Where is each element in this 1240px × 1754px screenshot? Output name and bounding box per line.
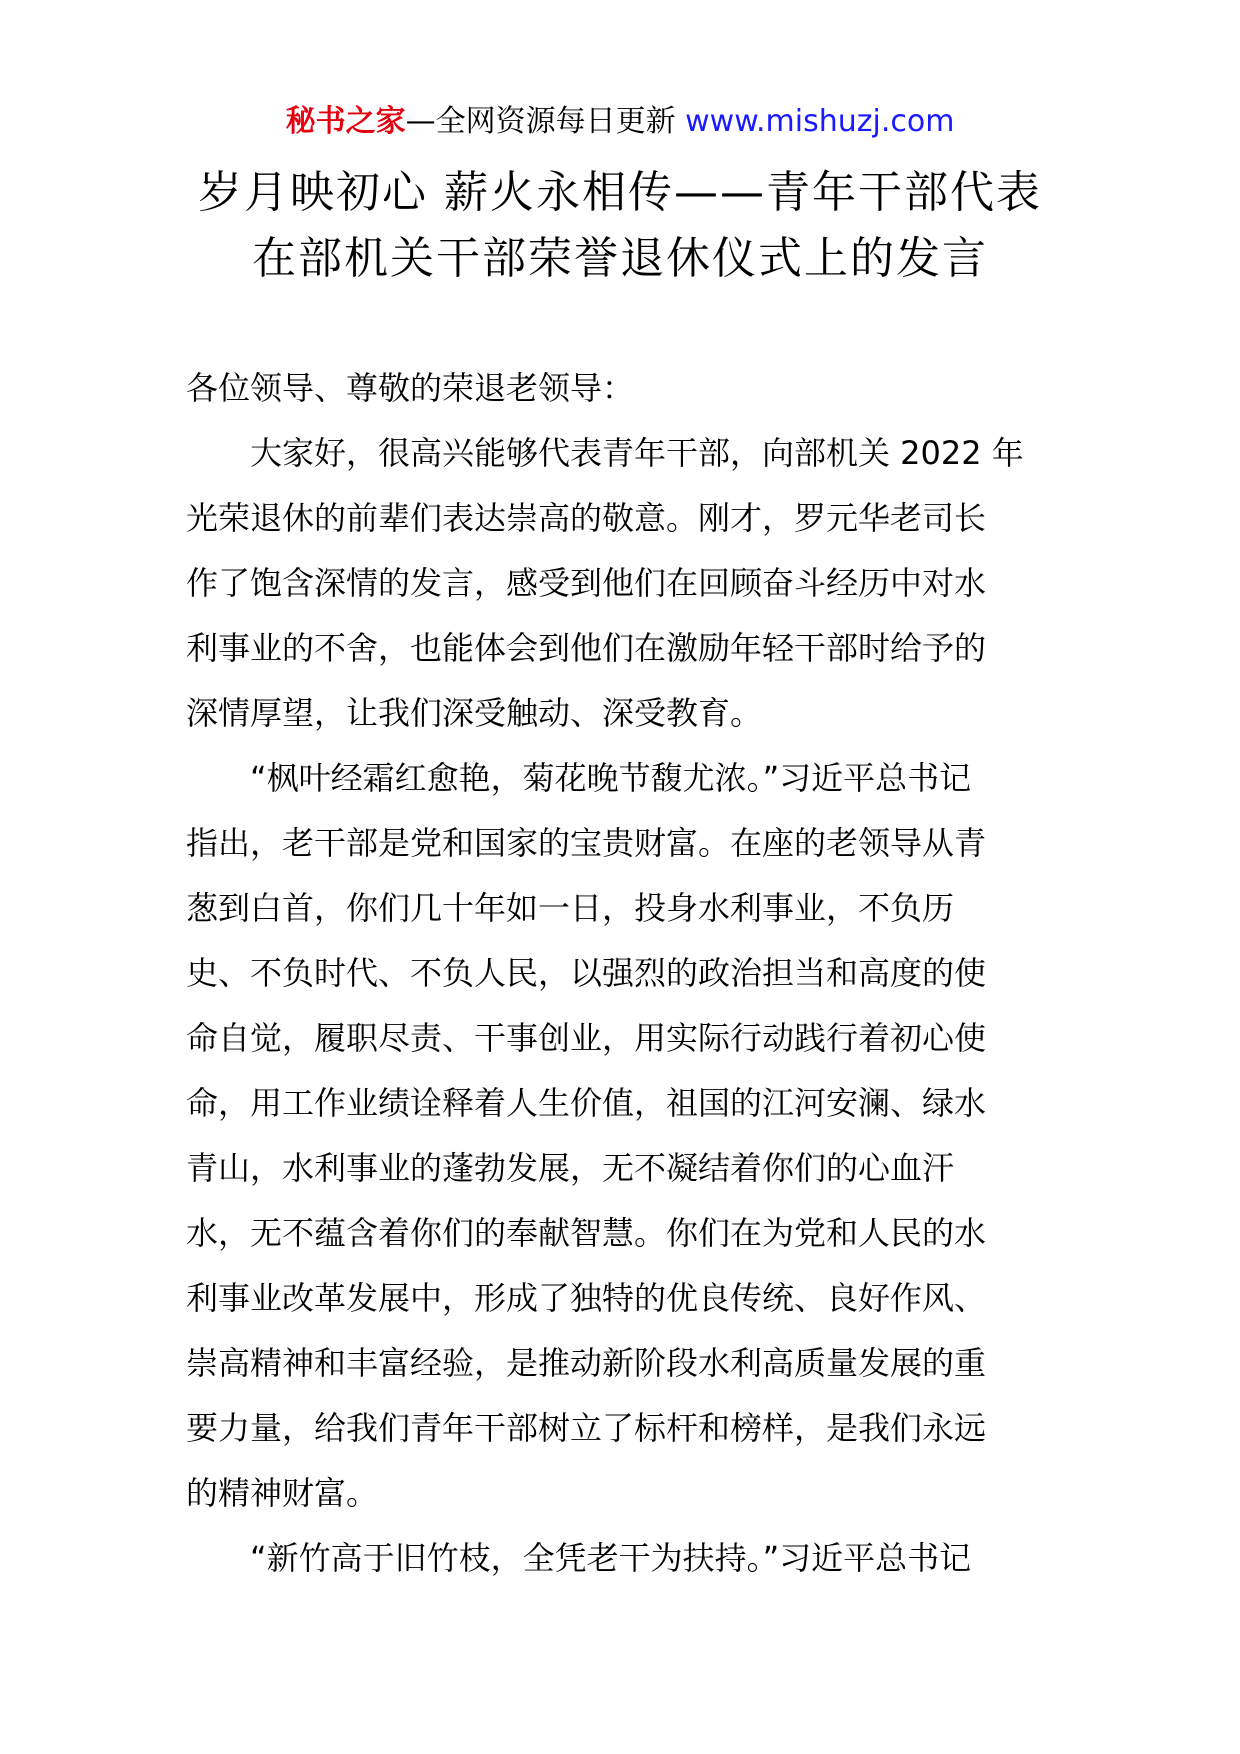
document-body bbox=[186, 356, 1056, 1591]
title-line-2: 在部机关干部荣誉退休仪式上的发言 bbox=[252, 233, 988, 284]
body-line: 作了饱含深情的发言，感受到他们在回顾奋斗经历中对水 bbox=[186, 564, 987, 602]
body-line: 指出，老干部是党和国家的宝贵财富。在座的老领导从青 bbox=[186, 824, 987, 862]
body-line: 深情厚望，让我们深受触动、深受教育。 bbox=[186, 694, 763, 732]
body-line: 崇高精神和丰富经验，是推动新阶段水利高质量发展的重 bbox=[186, 1344, 987, 1382]
salutation: 各位领导、尊敬的荣退老领导： bbox=[186, 369, 635, 407]
body-line: “新竹高于旧竹枝，全凭老干为扶持。”习近平总书记 bbox=[250, 1539, 972, 1577]
body-line: 利事业改革发展中，形成了独特的优良传统、良好作风、 bbox=[186, 1279, 987, 1317]
body-line: 水，无不蕴含着你们的奉献智慧。你们在为党和人民的水 bbox=[186, 1214, 987, 1252]
body-line: 青山，水利事业的蓬勃发展，无不凝结着你们的心血汗 bbox=[186, 1149, 955, 1187]
title-line-1: 岁月映初心 薪火永相传——青年干部代表 bbox=[198, 167, 1042, 218]
site-url-link[interactable]: www.mishuzj.com bbox=[685, 104, 955, 139]
body-line: 大家好，很高兴能够代表青年干部，向部机关 2022 年 bbox=[250, 434, 1024, 472]
body-line: 命，用工作业绩诠释着人生价值，祖国的江河安澜、绿水 bbox=[186, 1084, 987, 1122]
body-line: 的精神财富。 bbox=[186, 1474, 379, 1512]
brand-name: 秘书之家 bbox=[285, 104, 406, 139]
document-title bbox=[150, 160, 1090, 292]
body-line: “枫叶经霜红愈艳，菊花晚节馥尤浓。”习近平总书记 bbox=[250, 759, 972, 797]
body-line: 要力量，给我们青年干部树立了标杆和榜样，是我们永远 bbox=[186, 1409, 987, 1447]
body-line: 葱到白首，你们几十年如一日，投身水利事业，不负历 bbox=[186, 889, 955, 927]
body-line: 史、不负时代、不负人民，以强烈的政治担当和高度的使 bbox=[186, 954, 987, 992]
body-line: 光荣退休的前辈们表达崇高的敬意。刚才，罗元华老司长 bbox=[186, 499, 987, 537]
body-line: 命自觉，履职尽责、干事创业，用实际行动践行着初心使 bbox=[186, 1019, 987, 1057]
header-slogan: —全网资源每日更新 bbox=[405, 104, 676, 139]
site-header bbox=[0, 100, 1240, 144]
body-line: 利事业的不舍，也能体会到他们在激励年轻干部时给予的 bbox=[186, 629, 987, 667]
